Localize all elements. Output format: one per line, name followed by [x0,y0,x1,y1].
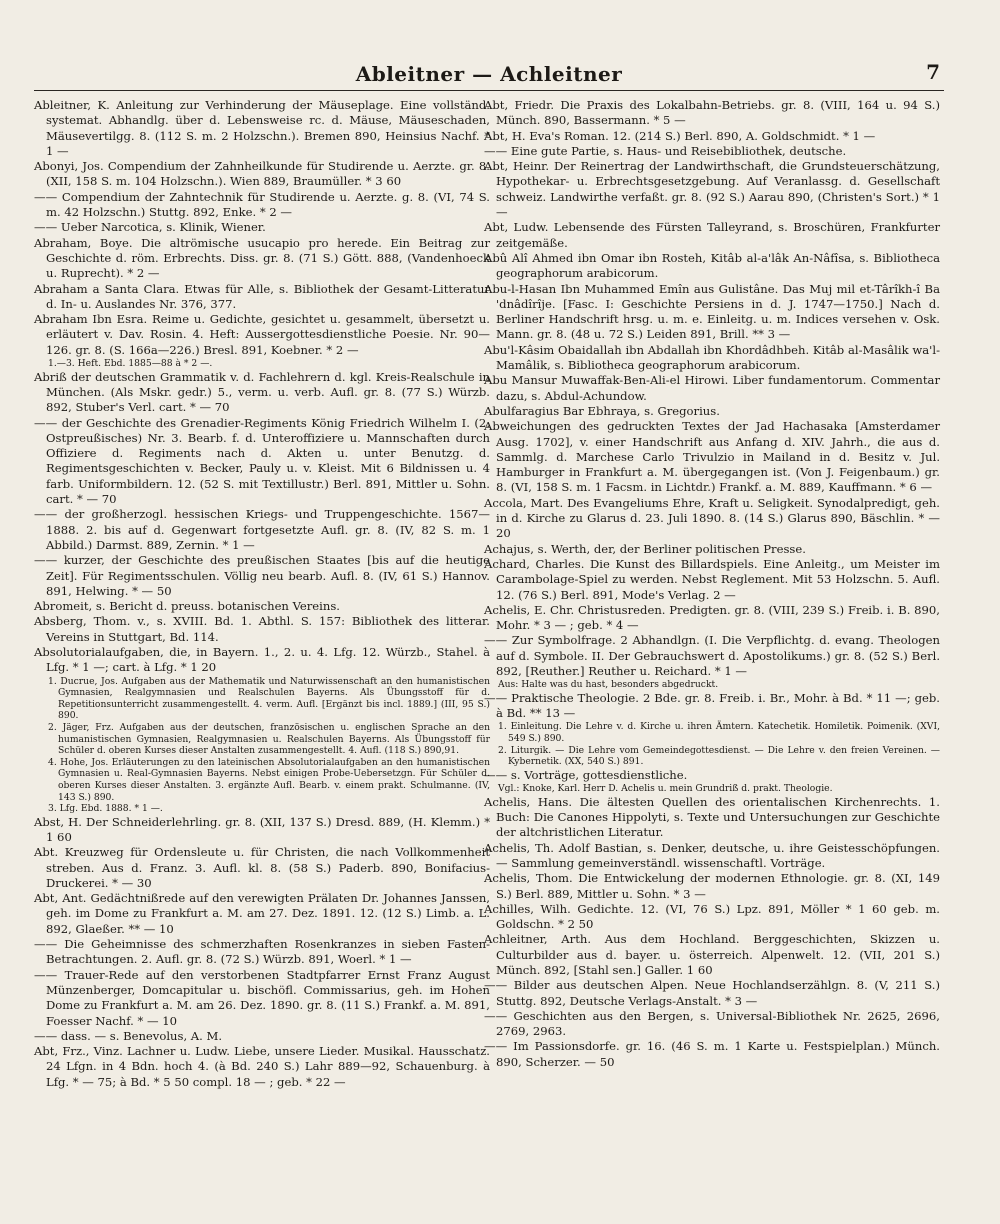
catalog-entry: —— s. Vorträge, gottesdienstliche. [484,767,688,782]
catalog-entry: Abst, H. Der Schneiderlehrling. gr. 8. (XII, 137 S.) Dresd. 889, (H. Klemm.) * 1 60 [34,814,490,844]
sub-note: 2. Liturgik. — Die Lehre vom Gemeindegottesdienst. — Die Lehre v. den freien Vereinen. — Kybernetik. (XX, 540 S.) 891. [498,744,940,768]
catalog-entry: —— Eine gute Partie, s. Haus- und Reisebibliothek, deutsche. [484,143,847,158]
sub-note: 1. Ducrue, Jos. Aufgaben aus der Mathematik und Naturwissenschaft an den humanistischen Gymnasien, Realgymnasien und Realschulen Bayerns. Als Übungsstoff für d. Repetitionsunterricht zusammengestellt. 4. verm. Aufl. [Ergänzt bis incl. 1889.] (III, 95 S.) 890. [48,675,490,722]
catalog-entry: Abt, H. Eva's Roman. 12. (214 S.) Berl. 890, A. Goldschmidt. * 1 — [484,128,876,143]
sub-note: 2. Jäger, Frz. Aufgaben aus der deutschen, französischen u. englischen Sprache an den humanistischen Gymnasien, Realgymnasien u. Realschulen Bayerns. Als Übungsstoff für Schüler d. oberen Kurses dieser Anstalten zusammengestellt. 4. Aufl. (118 S.) 890,91. [48,721,490,757]
catalog-entry: Achelis, Th. Adolf Bastian, s. Denker, deutsche, u. ihre Geistesschöpfungen. — Sammlung gemeinverständl. wissenschaftl. Vorträge. [484,840,940,870]
running-title: Ableitner — Achleitner [355,62,623,86]
sub-note: 3. Lfg. Ebd. 1888. * 1 —. [48,803,163,815]
catalog-entry: Absberg, Thom. v., s. XVIII. Bd. 1. Abthl. S. 157: Bibliothek des litterar. Vereins in Stuttgart, Bd. 114. [34,614,490,644]
sub-note: Vgl.: Knoke, Karl. Herr D. Achelis u. mein Grundriß d. prakt. Theologie. [498,783,833,795]
catalog-entry: —— Zur Symbolfrage. 2 Abhandlgn. (I. Die Verpflichtg. d. evang. Theologen auf d. Symbole. II. Der Gebrauchswert d. Apostolikums.) gr. 8. (52 S.) Berl. 892, [Reuther.] Reuther u. Reichard. * 1 — [484,633,940,678]
catalog-entry: —— Praktische Theologie. 2 Bde. gr. 8. Freib. i. Br., Mohr. à Bd. * 11 —; geb. à Bd. ** 13 — [484,690,940,721]
catalog-entry: Abonyi, Jos. Compendium der Zahnheilkunde für Studirende u. Aerzte. gr. 8. (XII, 158 S. m. 104 Holzschn.). Wien 889, Braumüller. * 3 60 [34,159,490,189]
catalog-entry: —— Compendium der Zahntechnik für Studirende u. Aerzte. g. 8. (VI, 74 S. m. 42 Holzschn.) Stuttg. 892, Enke. * 2 — [34,189,490,220]
catalog-entry: —— der großherzogl. hessischen Kriegs- und Truppengeschichte. 1567—1888. 2. bis auf d. Gegenwart fortgesetzte Aufl. gr. 8. (IV, 82 S. m. 1 Abbild.) Darmst. 889, Zernin. * 1 — [34,507,490,552]
catalog-entry: Abraham a Santa Clara. Etwas für Alle, s. Bibliothek der Gesamt-Litteratur d. In- u. Auslandes Nr. 376, 377. [34,281,490,311]
catalog-entry: Achelis, Thom. Die Entwickelung der modernen Ethnologie. gr. 8. (XI, 149 S.) Berl. 889, Mittler u. Sohn. * 3 — [484,871,940,901]
catalog-entry: —— Die Geheimnisse des schmerzhaften Rosenkranzes in sieben Fasten-Betrachtungen. 2. Aufl. gr. 8. (72 S.) Würzb. 891, Woerl. * 1 — [34,937,490,967]
page-header [34,58,944,91]
catalog-entry: Abraham, Boye. Die altrömische usucapio pro herede. Ein Beitrag zur Geschichte d. röm. Erbrechts. Diss. gr. 8. (71 S.) Gött. 888, (Vandenhoeck u. Ruprecht). * 2 — [34,235,490,281]
catalog-entry: Abû Alî Ahmed ibn Omar ibn Rosteh, Kitâb al-a'lâk An-Nâfîsa, s. Bibliotheca geographorum arabicorum. [484,250,940,281]
catalog-entry: Abt, Frz., Vinz. Lachner u. Ludw. Liebe, unsere Lieder. Musikal. Hausschatz. 24 Lfgn. in 4 Bdn. hoch 4. (à Bd. 240 S.) Lahr 889—92, Schauenburg. à Lfg. * — 75; à Bd. * 5 50 compl. 18 — ; geb. * 22 — [34,1044,490,1089]
catalog-entry: Abt, Ant. Gedächtnißrede auf den verewigten Prälaten Dr. Johannes Janssen, geh. im Dome zu Frankfurt a. M. am 27. Dez. 1891. 12. (12 S.) Limb. a. L. 892, Glaeßer. ** — 10 [34,891,490,936]
catalog-entry: —— Trauer-Rede auf den verstorbenen Stadtpfarrer Ernst Franz August Münzenberger, Domcapitular u. bischöfl. Commissarius, geh. im Hohen Dome zu Frankfurt a. M. am 26. Dez. 1890. gr. 8. (11 S.) Frankf. a. M. 891, Foesser Nachf. * — 10 [34,967,490,1028]
right-column [484,98,940,1070]
catalog-entry: Achelis, E. Chr. Christusreden. Predigten. gr. 8. (VIII, 239 S.) Freib. i. B. 890, Mohr. * 3 — ; geb. * 4 — [484,602,940,633]
catalog-entry: —— Geschichten aus den Bergen, s. Universal-Bibliothek Nr. 2625, 2696, 2769, 2963. [484,1008,940,1039]
catalog-entry: Ableitner, K. Anleitung zur Verhinderung der Mäuseplage. Eine vollständ. systemat. Abhandlg. über d. Lebensweise rc. d. Mäuse, Mäuseschaden, Mäusevertilgg. 8. (112 S. m. 2 Holzschn.). Bremen 890, Heinsius Nachf. * 1 — [34,98,490,158]
catalog-entry: —— Im Passionsdorfe. gr. 16. (46 S. m. 1 Karte u. Festspielplan.) Münch. 890, Scherzer. — 50 [484,1039,940,1069]
catalog-entry: Achilles, Wilh. Gedichte. 12. (VI, 76 S.) Lpz. 891, Möller * 1 60 geb. m. Goldschn. * 2 50 [484,901,940,932]
catalog-entry: Abt, Heinr. Der Reinertrag der Landwirthschaft, die Grundsteuerschätzung, Hypothekar- u. Erbrechtsgesetzgebung. Auf Veranlassg. d. Gesellschaft schweiz. Landwirthe verfaßt. gr. 8. (92 S.) Aarau 890, (Christen's Sort.) * 1 — [484,159,940,220]
catalog-entry: Absolutorialaufgaben, die, in Bayern. 1., 2. u. 4. Lfg. 12. Würzb., Stahel. à Lfg. * 1 —; cart. à Lfg. * 1 20 [34,644,490,675]
sub-note: 4. Hohe, Jos. Erläuterungen zu den lateinischen Absolutorialaufgaben an den humanistischen Gymnasien u. Real-Gymnasien Bayerns. Nebst einigen Probe-Uebersetzgn. Für Schüler d. oberen Kurses dieser Anstalten. 3. ergänzte Aufl. Bearb. v. einem prakt. Schulmanne. (IV, 143 S.) 890. [48,756,490,803]
page-number: 7 [926,60,940,84]
catalog-entry: Accola, Mart. Des Evangeliums Ehre, Kraft u. Seligkeit. Synodalpredigt, geh. in d. Kirche zu Glarus d. 23. Juli 1890. 8. (14 S.) Glarus 890, Bäschlin. * — 20 [484,495,940,541]
catalog-entry: Abu'l-Kâsim Obaidallah ibn Abdallah ibn Khordâdhbeh. Kitâb al-Masâlik wa'l-Mamâlik, s. Bibliotheca geographorum arabicorum. [484,342,940,373]
sub-note: 1. Einleitung. Die Lehre v. d. Kirche u. ihren Ämtern. Katechetik. Homiletik. Poimenik. (XVI, 549 S.) 890. [498,721,940,745]
catalog-entry: Achelis, Hans. Die ältesten Quellen des orientalischen Kirchenrechts. 1. Buch: Die Canones Hippolyti, s. Texte und Untersuchungen zur Geschichte der altchristlichen Literatur. [484,794,940,840]
catalog-entry: Abt, Friedr. Die Praxis des Lokalbahn-Betriebs. gr. 8. (VIII, 164 u. 94 S.) Münch. 890, Bassermann. * 5 — [484,98,940,128]
catalog-entry: —— Bilder aus deutschen Alpen. Neue Hochlandserzählgn. 8. (V, 211 S.) Stuttg. 892, Deutsche Verlags-Anstalt. * 3 — [484,978,940,1008]
catalog-entry: Abulfaragius Bar Ebhraya, s. Gregorius. [484,403,720,418]
sub-note: Aus: Halte was du hast, besonders abgedruckt. [498,679,719,691]
catalog-entry: Achajus, s. Werth, der, der Berliner politischen Presse. [484,541,806,556]
catalog-entry: Abromeit, s. Bericht d. preuss. botanischen Vereins. [34,599,340,614]
catalog-entry: Abu-l-Hasan Ibn Muhammed Emîn aus Gulistâne. Das Muj mil et-Târîkh-î Ba 'dnâdîrîje. [Fasc. I: Geschichte Persiens in d. J. 1747—1750.] Nach d. Berliner Handschrift hrsg. u. m. e. Einleitg. u. m. Indices versehen v. Osk. Mann. gr. 8. (48 u. 72 S.) Leiden 891, Brill. ** 3 — [484,281,940,342]
sub-note: 1.—3. Heft. Ebd. 1885—88 à * 2 —. [48,358,213,370]
catalog-entry: Achard, Charles. Die Kunst des Billardspiels. Eine Anleitg., um Meister im Carambolage-Spiel zu werden. Nebst Reglement. Mit 53 Holzschn. 5. Aufl. 12. (76 S.) Berl. 891, Mode's Verlag. 2 — [484,556,940,602]
catalog-entry: Abriß der deutschen Grammatik v. d. Fachlehrern d. kgl. Kreis-Realschule in München. (Als Mskr. gedr.) 5., verm. u. verb. Aufl. gr. 8. (77 S.) Würzb. 892, Stuber's Verl. cart. * — 70 [34,369,490,415]
catalog-entry: Achleitner, Arth. Aus dem Hochland. Berggeschichten, Skizzen u. Culturbilder aus d. bayer. u. österreich. Alpenwelt. 12. (VII, 201 S.) Münch. 892, [Stahl sen.] Galler. 1 60 [484,932,940,977]
catalog-entry: Abt. Kreuzweg für Ordensleute u. für Christen, die nach Vollkommenheit streben. Aus d. Franz. 3. Aufl. kl. 8. (58 S.) Paderb. 890, Bonifacius-Druckerei. * — 30 [34,845,490,890]
catalog-entry: Abt, Ludw. Lebensende des Fürsten Talleyrand, s. Broschüren, Frankfurter zeitgemäße. [484,220,940,250]
catalog-entry: —— kurzer, der Geschichte des preußischen Staates [bis auf die heutige Zeit]. Für Regimentsschulen. Völlig neu bearb. Aufl. 8. (IV, 61 S.) Hannov. 891, Helwing. * — 50 [34,553,490,598]
catalog-entry: Abweichungen des gedruckten Textes der Jad Hachasaka [Amsterdamer Ausg. 1702], v. einer Handschrift aus Anfang d. XIV. Jahrh., die aus d. Sammlg. d. Marchese Carlo Trivulzio in Mailand in d. Besitz v. Jul. Hamburger in Frankfurt a. M. übergegangen ist. (Von J. Feigenbaum.) gr. 8. (VI, 158 S. m. 1 Facsm. in Lichtdr.) Frankf. a. M. 889, Kauffmann. * 6 — [484,419,940,495]
catalog-entry: Abu Mansur Muwaffak-Ben-Ali-el Hirowi. Liber fundamentorum. Commentar dazu, s. Abdul-Achundow. [484,373,940,403]
left-column [34,98,490,1090]
catalog-entry: —— dass. — s. Benevolus, A. M. [34,1028,223,1043]
catalog-entry: —— der Geschichte des Grenadier-Regiments König Friedrich Wilhelm I. (2. Ostpreußisches) Nr. 3. Bearb. f. d. Unteroffiziere u. Mannschaften durch Offiziere d. Regiments nach d. Akten u. unter Benutzg. d. Regimentsgeschichten v. Becker, Pauly u. v. Kleist. Mit 6 Bildnissen u. 4 farb. Uniformbildern. 12. (52 S. mit Textillustr.) Berl. 891, Mittler u. Sohn. cart. * — 70 [34,415,490,507]
catalog-entry: —— Ueber Narcotica, s. Klinik, Wiener. [34,220,266,235]
catalog-entry: Abraham Ibn Esra. Reime u. Gedichte, gesichtet u. gesammelt, übersetzt u. erläutert v. Dav. Rosin. 4. Heft: Aussergottesdienstliche Poesie. Nr. 90—126. gr. 8. (S. 166a—226.) Bresl. 891, Koebner. * 2 — [34,312,490,357]
